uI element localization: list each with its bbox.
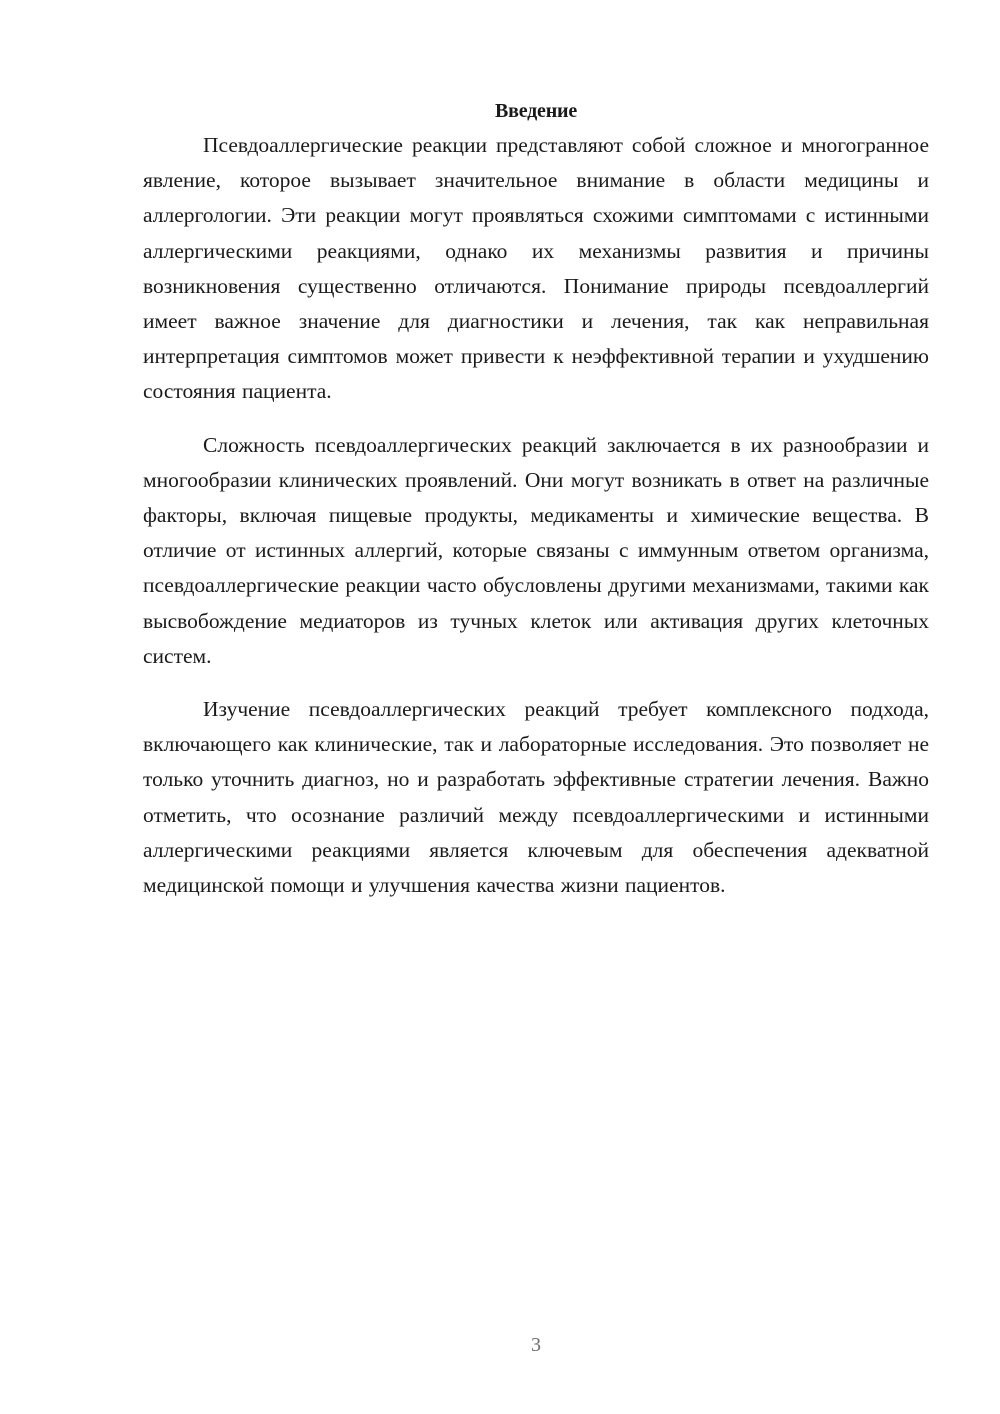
- document-page: [143, 96, 929, 921]
- page-number: 3: [531, 1334, 541, 1356]
- paragraph-intro: Псевдоаллергические реакции представляют собой сложное и многогранное явление, которое вызывает значительное внимание в области медицины и аллергологии. Эти реакции могут проявляться схожими симптомами с истинными аллергическими реакциями, однако их механизмы развития и причины возникновения существенно отличаются. Понимание природы псевдоаллергий имеет важное значение для диагностики и лечения, так как неправильная интерпретация симптомов может привести к неэффективной терапии и ухудшению состояния пациента.: [143, 133, 929, 404]
- paragraph-study: Изучение псевдоаллергических реакций требует комплексного подхода, включающего как клинические, так и лабораторные исследования. Это позволяет не только уточнить диагноз, но и разработать эффективные стратегии лечения. Важно отметить, что осознание различий между псевдоаллергическими и истинными аллергическими реакциями является ключевым для обеспечения адекватной медицинской помощи и улучшения качества жизни пациентов.: [143, 697, 929, 898]
- paragraph-complexity: Сложность псевдоаллергических реакций заключается в их разнообразии и многообразии клинических проявлений. Они могут возникать в ответ на различные факторы, включая пищевые продукты, медикаменты и химические вещества. В отличие от истинных аллергий, которые связаны с иммунным ответом организма, псевдоаллергические реакции часто обусловлены другими механизмами, такими как высвобождение медиаторов из тучных клеток или активация других клеточных систем.: [143, 432, 929, 668]
- section-heading: Введение: [494, 100, 578, 122]
